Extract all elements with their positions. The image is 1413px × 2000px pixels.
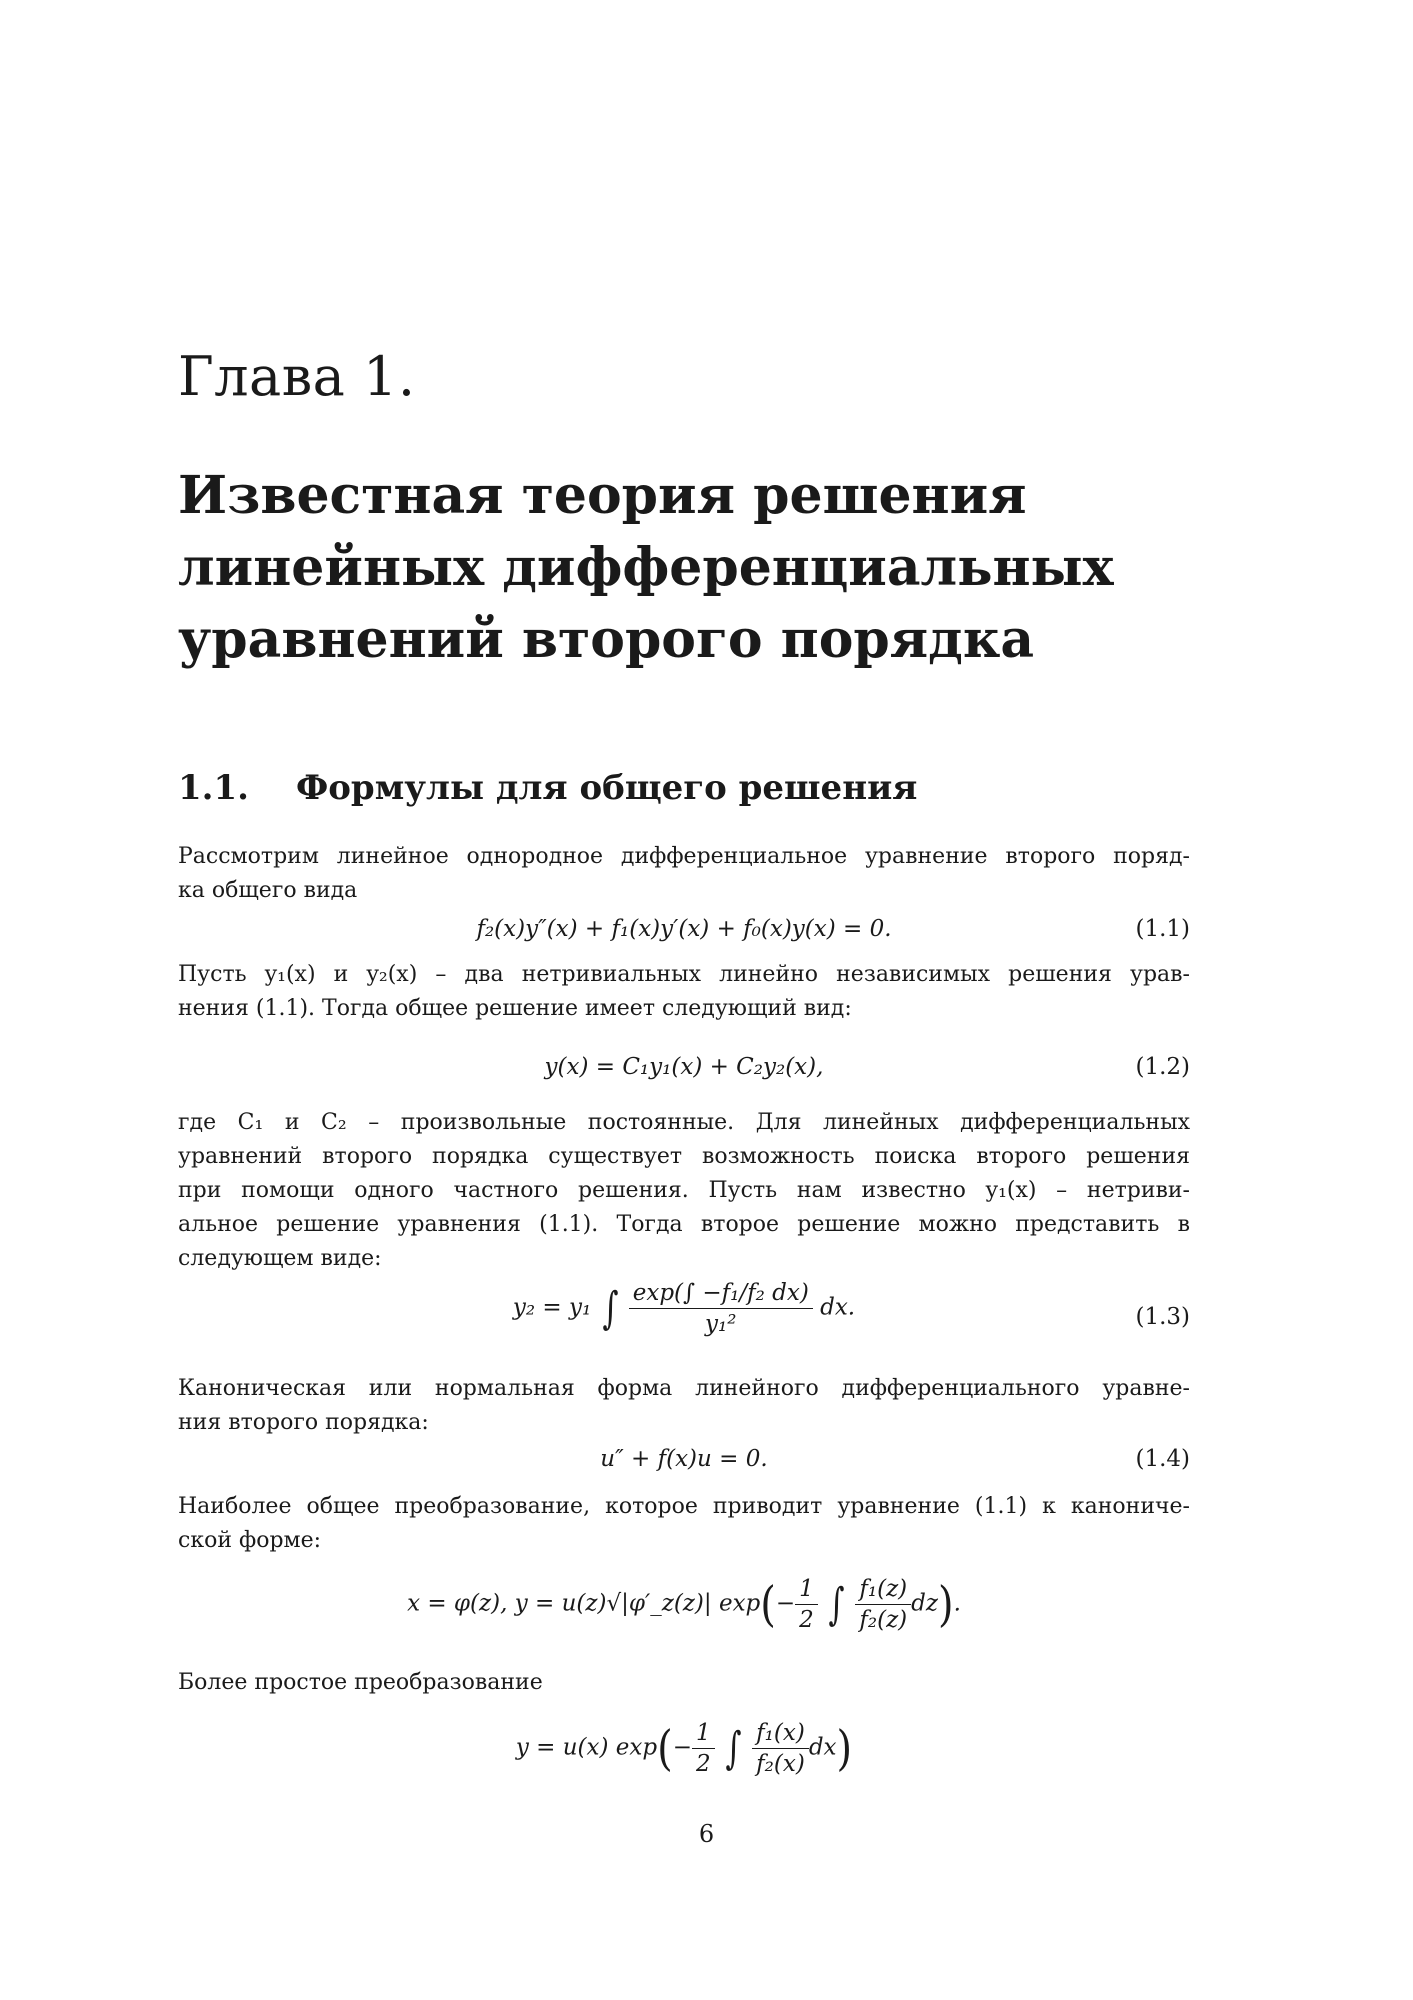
left-paren: ( <box>760 1576 776 1633</box>
equation-formula: f₂(x)y″(x) + f₁(x)y′(x) + f₀(x)y(x) = 0. <box>476 916 892 942</box>
equation-formula: y(x) = C₁y₁(x) + C₂y₂(x), <box>544 1054 824 1080</box>
equation-tail: dz <box>911 1590 938 1617</box>
paragraph-transform <box>178 1490 1190 1558</box>
fraction <box>855 1574 911 1635</box>
paragraph-simple-transform <box>178 1666 1190 1700</box>
text-line: при помощи одного частного решения. Пусть нам известно y₁(x) – нетриви- <box>178 1178 1190 1203</box>
text-line: альное решение уравнения (1.1). Тогда второе решение можно представить в <box>178 1212 1190 1237</box>
equation-number: (1.2) <box>1135 1054 1190 1080</box>
section-number: 1.1. <box>178 768 249 808</box>
paragraph-intro <box>178 840 1190 908</box>
equation-lhs: x = φ(z), y = u(z)√|φ′_z(z)| exp <box>407 1590 761 1617</box>
equation-number: (1.1) <box>1135 916 1190 942</box>
equation-1-3 <box>178 1278 1190 1362</box>
section-title: Формулы для общего решения <box>296 768 918 808</box>
equation-1-2 <box>178 1046 1190 1106</box>
text-line: где C₁ и C₂ – произвольные постоянные. Для линейных дифференциальных <box>178 1110 1190 1135</box>
fraction-numerator: exp(∫ −f₁/f₂ dx) <box>629 1278 813 1309</box>
integral-sign: ∫ <box>601 1282 618 1334</box>
equation-tail: dx. <box>820 1294 856 1321</box>
fraction-numerator: f₁(x) <box>752 1718 809 1749</box>
fraction-denominator: 2 <box>799 1607 814 1633</box>
integral-sign: ∫ <box>828 1578 845 1630</box>
chapter-title-line: линейных дифференциальных <box>178 537 1114 598</box>
equation-lhs: y = u(x) exp <box>515 1734 658 1761</box>
chapter-label: Глава 1. <box>178 345 416 408</box>
text-line: уравнений второго порядка существует возможность поиска второго решения <box>178 1144 1190 1169</box>
chapter-title <box>178 460 1228 676</box>
equation-number: (1.4) <box>1135 1446 1190 1472</box>
fraction-denominator: f₂(x) <box>756 1751 805 1777</box>
coefficient-fraction <box>795 1574 818 1635</box>
text-line: нения (1.1). Тогда общее решение имеет следующий вид: <box>178 996 852 1021</box>
minus-sign: − <box>672 1734 692 1761</box>
equation-general-transform <box>178 1574 1190 1654</box>
coefficient-fraction <box>692 1718 715 1779</box>
fraction <box>752 1718 809 1779</box>
chapter-title-line: уравнений второго порядка <box>178 609 1035 670</box>
text-line: ской форме: <box>178 1528 322 1553</box>
section-heading <box>178 768 917 808</box>
fraction-numerator: f₁(z) <box>855 1574 911 1605</box>
minus-sign: − <box>775 1590 796 1617</box>
text-line: Рассмотрим линейное однородное дифференциальное уравнение второго поряд- <box>178 844 1190 869</box>
equation-lhs: y₂ = y₁ <box>512 1294 592 1321</box>
equation-formula <box>178 1718 1190 1779</box>
paragraph-constants <box>178 1106 1190 1276</box>
equation-number: (1.3) <box>1135 1304 1190 1330</box>
text-line: Наиболее общее преобразование, которое приводит уравнение (1.1) к канониче- <box>178 1494 1190 1519</box>
right-paren: ) <box>938 1576 954 1633</box>
period: . <box>953 1590 961 1617</box>
equation-formula <box>178 1574 1190 1635</box>
fraction-numerator: 1 <box>692 1718 715 1749</box>
paragraph-solutions <box>178 958 1190 1026</box>
right-paren: ) <box>836 1720 853 1777</box>
text-line: Каноническая или нормальная форма линейного дифференциального уравне- <box>178 1376 1190 1401</box>
chapter-title-line: Известная теория решения <box>178 465 1027 526</box>
text-line: следующем виде: <box>178 1246 382 1271</box>
equation-formula <box>178 1278 1190 1339</box>
left-paren: ( <box>657 1720 673 1777</box>
fraction-denominator: f₂(z) <box>859 1607 908 1633</box>
text-line: Более простое преобразование <box>178 1670 543 1695</box>
page-number: 6 <box>698 1820 715 1848</box>
text-line: Пусть y₁(x) и y₂(x) – два нетривиальных линейно независимых решения урав- <box>178 962 1190 987</box>
text-line: ния второго порядка: <box>178 1410 429 1435</box>
equation-formula: u″ + f(x)u = 0. <box>600 1446 768 1472</box>
fraction-denominator: 2 <box>695 1751 711 1777</box>
integral-sign: ∫ <box>725 1722 742 1774</box>
equation-tail: dx <box>808 1734 837 1761</box>
fraction <box>629 1278 813 1339</box>
fraction-numerator: 1 <box>795 1574 818 1605</box>
equation-simple-transform <box>178 1718 1190 1798</box>
equation-1-4 <box>178 1438 1190 1498</box>
fraction-denominator: y₁² <box>705 1311 737 1337</box>
text-line: ка общего вида <box>178 878 358 903</box>
paragraph-canonical <box>178 1372 1190 1440</box>
